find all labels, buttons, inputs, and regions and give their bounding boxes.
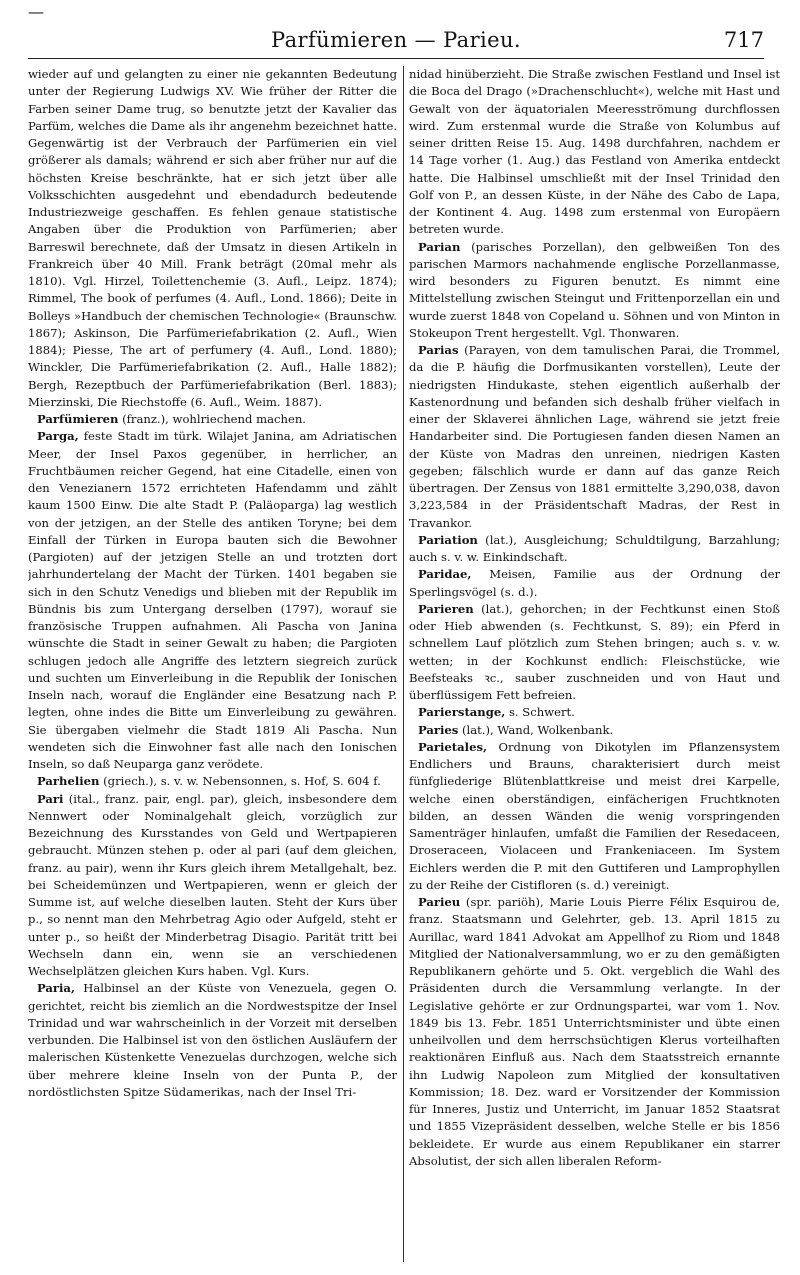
entry-headword: Parieren: [418, 601, 474, 616]
entry-text: (lat.), Ausgleichung; Schuldtilgung, Barzahlung; auch s. v. w. Einkindschaft.: [409, 532, 780, 564]
dictionary-entry: [409, 239, 780, 343]
right-column: [409, 66, 780, 1266]
dictionary-entry: [409, 894, 780, 1170]
entry-text: (lat.), gehorchen; in der Fechtkunst einen Stoß oder Hieb abwenden (s. Fechtkunst, S. 89); ein Pferd in schnellem Lauf plötzlich zum Stehen bringen; auch s. v. w. wetten; in der Kochkunst endlich: Fleischstücke, wie Beefsteaks ꝛc., sauber zuschneiden und von Haut und überflüssigem Fett befreien.: [409, 601, 780, 702]
entry-headword: Pariation: [418, 532, 478, 547]
dictionary-entry: [28, 980, 397, 1101]
entry-text: (Parayen, von dem tamulischen Parai, die Trommel, da die P. häufig die Dorfmusikanten vorstellen), Leute der niedrigsten Hindukaste, stehen eigentlich außerhalb der Kastenordnung und befanden sich deshalb früher vielfach in einer der Sklaverei ähnlichen Lage, während sie jetzt freie Handarbeiter sind. Die Portugiesen fanden diesen Namen an der Küste von Madras den unreinen, niedrigen Kasten gegeben; fälschlich wurde er dann auf das ganze Reich übertragen. Der Zensus von 1881 ermittelte 3,290,038, davon 3,223,584 in der Präsidentschaft Madras, der Rest in Travankor.: [409, 343, 780, 530]
entry-text: (parisches Porzellan), den gelbweißen Ton des parischen Marmors nachahmende englische Porzellanmasse, wird besonders zu Figuren benutzt. Es nimmt eine Mittelstellung zwischen Steingut und Frittenporzellan ein und wurde zuerst 1848 von Copeland u. Söhnen und von Minton in Stokeupon Trent hergestellt. Vgl. Thonwaren.: [409, 239, 780, 340]
entry-headword: Parian: [418, 239, 461, 254]
entry-headword: Parga,: [37, 429, 79, 444]
dictionary-entry: [409, 739, 780, 894]
entry-headword: Parierstange,: [418, 705, 506, 720]
column-divider: [403, 66, 404, 1262]
entry-text: nidad hinüberzieht. Die Straße zwischen Festland und Insel ist die Boca del Drago (»Drachenschlucht«), welche mit Hast und Gewalt von der äquatorialen Meeresströmung durchflossen wird. Zum erstenmal wurde die Straße von Kolumbus auf seiner dritten Reise 15. Aug. 1498 durchfahren, nachdem er 14 Tage vorher (1. Aug.) das Festland von Amerika entdeckt hatte. Die Halbinsel umschließt mit der Insel Trinidad den Golf von P., an dessen Küste, in der Nähe des Cabo de Lapa, der Kontinent 4. Aug. 1498 zum erstenmal von Europäern betreten wurde.: [409, 67, 780, 237]
dictionary-entry: [28, 791, 397, 981]
entry-text: (ital., franz. pair, engl. par), gleich, insbesondere dem Nennwert oder Nominalgehalt gleich, vorzüglich zur Bezeichnung des Kursstandes von Geld und Wertpapieren gebraucht. Münzen stehen p. oder al pari (auf dem gleichen, franz. au pair), wenn ihr Kurs gleich ihrem Metallgehalt, bez. bei Scheidemünzen und Wertpapieren, wenn er gleich der Summe ist, auf welche dieselben lauten. Steht der Kurs über p., so nennt man den Mehrbetrag Agio oder Aufgeld, steht er unter p., so heißt der Minderbetrag Disagio. Parität tritt bei Wechseln dann ein, wenn sie an verschiedenen Wechselplätzen gleichen Kurs haben. Vgl. Kurs.: [28, 791, 397, 978]
dictionary-entry: [409, 722, 780, 739]
top-mark: —: [28, 2, 44, 21]
dictionary-entry: [409, 66, 780, 239]
entry-headword: Pari: [37, 791, 64, 806]
dictionary-entry: [409, 566, 780, 601]
dictionary-entry: [28, 66, 397, 411]
page-number: 717: [723, 28, 764, 52]
left-column: [28, 66, 397, 1266]
dictionary-entry: [28, 428, 397, 773]
dictionary-entry: [409, 601, 780, 705]
entry-headword: Paries: [418, 722, 459, 737]
running-title: Parfümieren — Parieu.: [271, 28, 521, 52]
entry-headword: Parfümieren: [37, 412, 119, 426]
entry-text: (franz.), wohlriechend machen.: [118, 412, 306, 426]
dictionary-entry: [28, 773, 397, 790]
entry-headword: Paria,: [37, 981, 75, 996]
entry-headword: Parieu: [418, 895, 461, 909]
entry-text: wieder auf und gelangten zu einer nie gekannten Bedeutung unter der Regierung Ludwigs XV. Wie früher der Ritter die Farben seiner Dame trug, so benutzte jetzt der Kavalier das Parfüm, welches die Dame als ihr angenehm bezeichnet hatte. Gegenwärtig ist der Verbrauch der Parfümerien ein viel größerer als damals; während er sich aber früher nur auf die höchsten Kreise beschränkte, hat er sich jetzt über alle Volksschichten ausgedehnt und ebendadurch bedeutende Industriezweige geschaffen. Es fehlen genaue statistische Angaben über die Produktion von Parfümerien; aber Barreswil berechnete, daß der Umsatz in diesen Artikeln in Frankreich über 40 Mill. Frank beträgt (20mal mehr als 1810). Vgl. Hirzel, Toilettenchemie (3. Aufl., Leipz. 1874); Rimmel, The book of perfumes (4. Aufl., Lond. 1866); Deite in Bolleys »Handbuch der chemischen Technologie« (Braunschw. 1867); Askinson, Die Parfümeriefabrikation (2. Aufl., Wien 1884); Piesse, The art of perfumery (4. Aufl., Lond. 1880); Winckler, Die Parfümeriefabrikation (2. Aufl., Halle 1882); Bergh, Rezeptbuch der Parfümeriefabrikation (Berl. 1883); Mierzinski, Die Riechstoffe (6. Aufl., Weim. 1887).: [28, 67, 397, 409]
entry-headword: Parias: [418, 343, 459, 357]
entry-text: (spr. pariöh), Marie Louis Pierre Félix Esquirou de, franz. Staatsmann und Gelehrter, geb. 13. April 1815 zu Aurillac, ward 1841 Advokat am Appellhof zu Riom und 1848 Mitglied der Nationalversammlung, wo er zu den gemäßigten Republikanern gehörte und 5. Okt. vergeblich die Wahl des Präsidenten durch die Versammlung verlangte. In der Legislative gehörte er zur Ordnungspartei, war vom 1. Nov. 1849 bis 13. Febr. 1851 Unterrichtsminister und übte einen unheilvollen und dem herrschsüchtigen Klerus vorteilhaften reaktionären Einfluß aus. Nach dem Staatsstreich ernannte ihn Ludwig Napoleon zum Mitglied der konsultativen Kommission; 18. Dez. ward er Vorsitzender der Kommission für Inneres, Justiz und Unterricht, im Januar 1852 Staatsrat und 1855 Vizepräsident desselben, welche Stelle er bis 1856 bekleidete. Er wurde aus einem Republikaner ein starrer Absolutist, der sich allen liberalen Reform-: [409, 895, 780, 1168]
entry-text: s. Schwert.: [505, 705, 575, 720]
dictionary-entry: [409, 704, 780, 721]
entry-text: Meisen, Familie aus der Ordnung der Sperlingsvögel (s. d.).: [409, 567, 780, 599]
entry-headword: Parietales,: [418, 739, 488, 754]
entry-text: feste Stadt im türk. Wilajet Janina, am Adriatischen Meer, der Insel Paxos gegenüber, in herrlicher, an Fruchtbäumen reicher Gegend, hat eine Citadelle, einen von den Venezianern 1572 errichteten Hafendamm und zählt kaum 1500 Einw. Die alte Stadt P. (Paläoparga) lag westlich von der jetzigen, an der Stelle des antiken Toryne; bei dem Einfall der Türken in Europa bauten sich die Bewohner (Pargioten) auf der jetzigen Stelle an und trotzten dort jahrhundertelang der Macht der Türken. 1401 begaben sie sich in den Schutz Venedigs und blieben mit der Republik im Bündnis bis zum Untergang derselben (1797), worauf sie französische Truppen aufnahmen. Ali Pascha von Janina wünschte die Stadt in seiner Gewalt zu haben; die Pargioten schlugen jedoch alle Angriffe des letztern siegreich zurück und suchten um Einverleibung in die Republik der Ionischen Inseln nach, worauf die Engländer eine Besatzung nach P. legten, ohne indes die Bitte um Einverleibung zu gewähren. Sie übergaben vielmehr die Stadt 1819 Ali Pascha. Nun wendeten sich die Einwohner fast alle nach den Ionischen Inseln, so daß Neuparga ganz verödete.: [28, 429, 397, 771]
page-header: [28, 0, 764, 59]
dictionary-entry: [409, 532, 780, 567]
dictionary-entry: [409, 342, 780, 532]
dictionary-entry: [28, 411, 397, 428]
entry-headword: Paridae,: [418, 567, 472, 582]
entry-text: (griech.), s. v. w. Nebensonnen, s. Hof, S. 604 f.: [99, 774, 381, 789]
entry-text: Ordnung von Dikotylen im Pflanzensystem Endlichers und Brauns, charakterisiert durch meist fünfgliederige Blütenblattkreise und meist drei Karpelle, welche einen oberständigen, einfächerigen Fruchtknoten bilden, an dessen Wänden die wenig vorspringenden Samenträger hinlaufen, umfaßt die Familien der Resedaceen, Droseraceen, Violaceen und Frankeniaceen. Im System Eichlers werden die P. mit den Guttiferen und Lamprophyllen zu der Reihe der Cistifloren (s. d.) vereinigt.: [409, 739, 780, 892]
entry-headword: Parhelien: [37, 774, 100, 789]
entry-text: Halbinsel an der Küste von Venezuela, gegen O. gerichtet, reicht bis ziemlich an die Nordwestspitze der Insel Trinidad und war wahrscheinlich in der Vorzeit mit derselben verbunden. Die Halbinsel ist von den östlichen Ausläufern der malerischen Küstenkette Venezuelas durchzogen, welche sich über mehrere kleine Inseln von der Punta P., der nordöstlichsten Spitze Südamerikas, nach der Insel Tri-: [28, 981, 397, 1099]
entry-text: (lat.), Wand, Wolkenbank.: [458, 722, 614, 737]
